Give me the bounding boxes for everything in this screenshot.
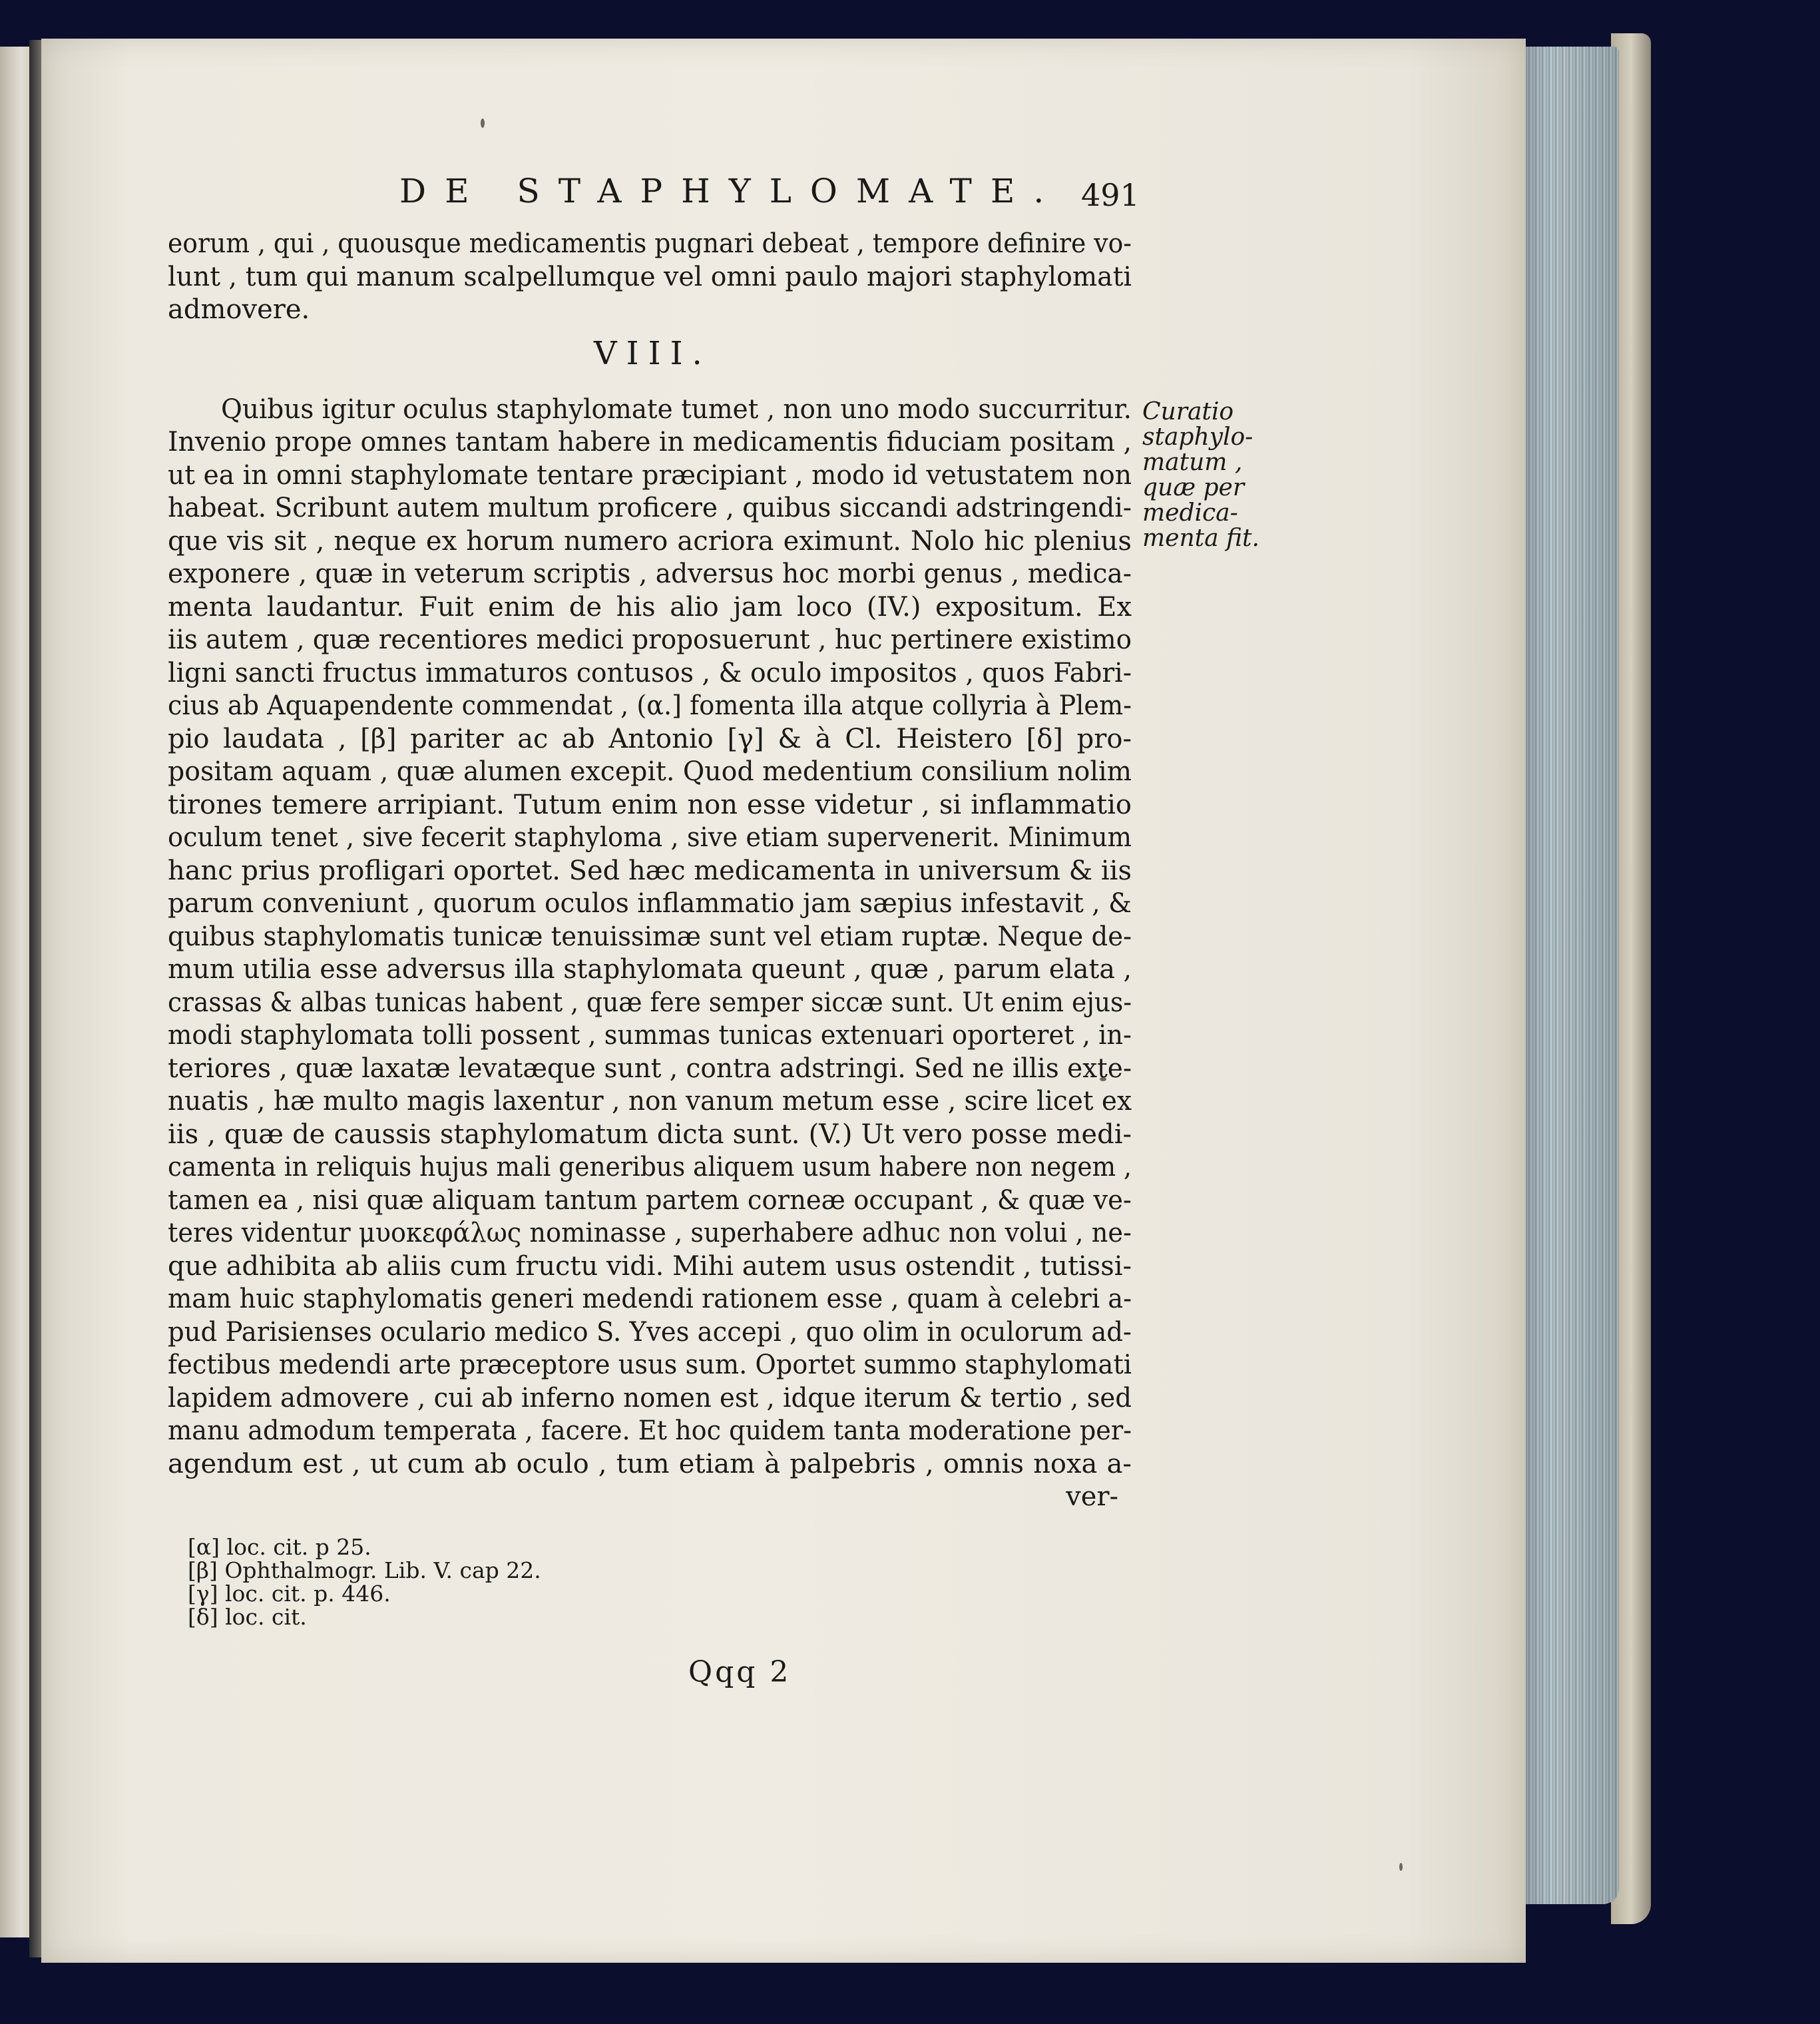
text-line: tamen ea , nisi quæ aliquam tantum partem corneæ occupant , & quæ ve- <box>168 1184 1132 1216</box>
section-heading: VIII. <box>594 334 712 372</box>
footnote: [α] loc. cit. p 25. <box>188 1534 371 1560</box>
text-line: nuatis , hæ multo magis laxentur , non vanum metum esse , scire licet ex <box>168 1086 1132 1117</box>
main-text <box>168 228 1132 1514</box>
footnote: [β] Ophthalmogr. Lib. V. cap 22. <box>188 1557 541 1583</box>
text-line: iis , quæ de caussis staphylomatum dicta sunt. (V.) Ut vero posse medi- <box>168 1119 1132 1150</box>
text-line: Quibus igitur oculus staphylomate tumet , non uno modo succurritur. <box>221 393 1132 425</box>
text-line: exponere , quæ in veterum scriptis , adversus hoc morbi genus , medica- <box>168 559 1132 589</box>
paper-speck <box>1399 1863 1403 1871</box>
footnote: [γ] loc. cit. p. 446. <box>188 1581 391 1607</box>
text-line: tirones temere arripiant. Tutum enim non esse videtur , si inflammatio <box>168 789 1132 820</box>
footnotes <box>188 1535 541 1629</box>
text-line: agendum est , ut cum ab oculo , tum etiam à palpebris , omnis noxa a- <box>168 1448 1132 1479</box>
margin-note-line: menta fit. <box>1142 525 1259 552</box>
text-line: parum conveniunt , quorum oculos inflammatio jam sæpius infestavit , & <box>168 888 1132 919</box>
text-line: lunt , tum qui manum scalpellumque vel omni paulo majori staphylomati <box>168 261 1132 292</box>
margin-note-line: staphylo- <box>1142 423 1253 451</box>
text-line: mum utilia esse adversus illa staphylomata queunt , quæ , parum elata , <box>168 954 1132 985</box>
text-line: pio laudata , [β] pariter ac ab Antonio [γ] & à Cl. Heistero [δ] pro- <box>168 723 1132 754</box>
text-line: teriores , quæ laxatæ levatæque sunt , contra adstringi. Sed ne illis exte- <box>168 1053 1132 1084</box>
text-line: menta laudantur. Fuit enim de his alio jam loco (IV.) expositum. Ex <box>168 591 1132 623</box>
catchword: ver- <box>1066 1481 1118 1512</box>
margin-note-line: medica- <box>1142 499 1238 527</box>
text-line: pud Parisienses oculario medico S. Yves accepi , quo olim in oculorum ad- <box>168 1316 1132 1348</box>
margin-note <box>1142 399 1275 551</box>
page-number: 491 <box>1081 177 1140 213</box>
text-line: lapidem admovere , cui ab inferno nomen est , idque iterum & tertio , sed <box>168 1382 1132 1413</box>
text-line: Invenio prope omnes tantam habere in medicamentis fiduciam positam , <box>168 427 1132 457</box>
text-line: cius ab Aquapendente commendat , (α.] fomenta illa atque collyria à Plem- <box>168 690 1132 721</box>
text-line: iis autem , quæ recentiores medici proposuerunt , huc pertinere existimo <box>168 625 1132 655</box>
text-line: eorum , qui , quousque medicamentis pugnari debeat , tempore definire vo- <box>168 228 1132 259</box>
running-title: DE STAPHYLOMATE. <box>399 172 1063 210</box>
text-line: oculum tenet , sive fecerit staphyloma , sive etiam supervenerit. Minimum <box>168 822 1132 853</box>
text-line: que adhibita ab aliis cum fructu vidi. Mihi autem usus ostendit , tutissi- <box>168 1250 1132 1282</box>
text-line: crassas & albas tunicas habent , quæ fere semper siccæ sunt. Ut enim ejus- <box>168 987 1132 1018</box>
text-line: teres videntur μυοκεφάλως nominasse , superhabere adhuc non volui , ne- <box>168 1218 1132 1248</box>
text-line: camenta in reliquis hujus mali generibus aliquem usum habere non negem , <box>168 1152 1132 1182</box>
margin-note-line: matum , <box>1142 449 1243 476</box>
text-line: habeat. Scribunt autem multum proficere , quibus siccandi adstringendi- <box>168 493 1132 523</box>
text-line: ligni sancti fructus immaturos contusos , & oculo impositos , quos Fabri- <box>168 657 1132 688</box>
text-line: fectibus medendi arte præceptore usus sum. Oportet summo staphylomati <box>168 1350 1132 1380</box>
text-line: hanc prius profligari oportet. Sed hæc medicamenta in universum & iis <box>168 855 1132 886</box>
signature-mark: Qqq 2 <box>688 1655 792 1689</box>
text-line: que vis sit , neque ex horum numero acriora eximunt. Nolo hic plenius <box>168 525 1132 557</box>
paper-speck <box>481 119 485 128</box>
footnote: [δ] loc. cit. <box>188 1604 307 1630</box>
text-line: modi staphylomata tolli possent , summas tunicas extenuari oporteret , in- <box>168 1020 1132 1051</box>
text-line: mam huic staphylomatis generi medendi rationem esse , quam à celebri a- <box>168 1284 1132 1314</box>
text-line: admovere. <box>168 294 310 325</box>
margin-note-line: Curatio <box>1142 398 1234 425</box>
text-line: positam aquam , quæ alumen excepit. Quod medentium consilium nolim <box>168 756 1132 787</box>
text-line: manu admodum temperata , facere. Et hoc quidem tanta moderatione per- <box>168 1415 1132 1446</box>
text-line: quibus staphylomatis tunicæ tenuissimæ sunt vel etiam ruptæ. Neque de- <box>168 921 1132 952</box>
margin-note-line: quæ per <box>1142 474 1245 501</box>
text-line: ut ea in omni staphylomate tentare præcipiant , modo id vetustatem non <box>168 459 1132 491</box>
